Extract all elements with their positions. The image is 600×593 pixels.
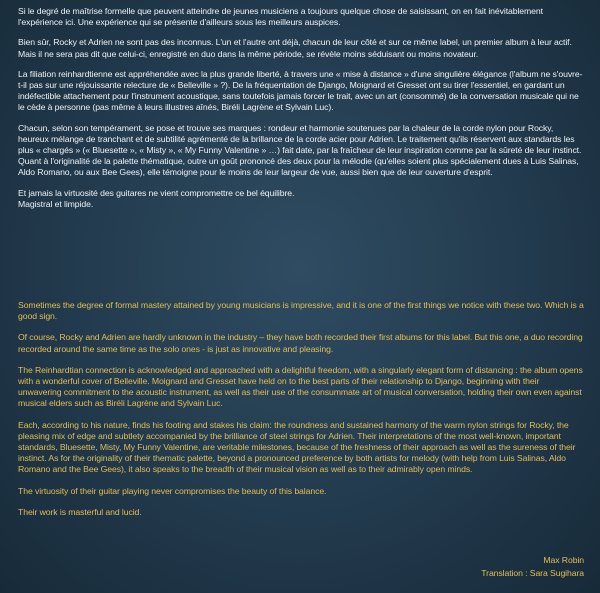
french-paragraph-4: Chacun, selon son tempérament, se pose et trouve ses marques : rondeur et harmonie soutenues par la chaleur de la corde nylon pour Rocky, heureux mélange de tranchant et de subtilité agrémenté de la brillance de la corde acier pour Adrien. Le traitement qu'ils réservent aux standards les plus « chargés » (« Bluesette », « Misty », « My Funny Valentine » …) fait date, par la fraîcheur de leur inspiration comme par la sûreté de leur instinct. Quant à l'originalité de la palette thématique, outre un goût prononcé des deux pour la mélodie (qu'elles soient plus spécialement dues à Luis Salinas, Aldo Romano, ou aux Bee Gees), elle témoigne pour le moins de leur largeur de vue, aussi bien que de leur ouverture d'esprit. [18, 122, 582, 178]
translator-credit: Translation : Sara Sugihara [481, 568, 584, 578]
english-paragraph-1: Sometimes the degree of formal mastery attained by young musicians is impressive, and it is one of the first things we notice with these two. Which is a good sign. [18, 300, 584, 322]
author-signature: Max Robin [543, 555, 584, 565]
french-text-block [18, 6, 584, 210]
french-paragraph-3: La filiation reinhardtienne est appréhendée avec la plus grande liberté, à travers une « mise à distance » d'une singulière élégance (l'album ne s'ouvre-t-il pas sur une réjouissante relecture de « Belleville » ?). De la fréquentation de Django, Moignard et Gresset ont su tirer l'essentiel, en gardant un indéfectible attachement pour l'instrument acoustique, sans toutefois jamais forcer le trait, avec un art (consommé) de la conversation musicale qui ne le cède à personne (pas même à leurs illustres aînés, Biréli Lagrène et Sylvain Luc). [18, 68, 583, 113]
french-closing-line-2: Magistral et limpide. [18, 198, 94, 209]
english-paragraph-3: The Reinhardtian connection is acknowledged and approached with a delightful freedom, with a singularly elegant form of distancing : the album opens with a wonderful cover of Belleville. Moignard and Gresset have held on to the best parts of their relationship to Django, beginning with their unwavering commitment to the acoustic instrument, as well as their use of the consummate art of musical conversation, holding their own even against musical elders such as Biréli Lagrène and Sylvain Luc. [18, 364, 583, 409]
french-paragraph-1: Si le degré de maîtrise formelle que peuvent atteindre de jeunes musiciens a toujours quelque chose de saisissant, on en fait inévitablement l'expérience ici. Une expérience qui se présente d'ailleurs sous les meilleurs auspices. [18, 6, 543, 28]
english-closing-line-2: Their work is masterful and lucid. [18, 506, 142, 517]
english-text-block [18, 300, 584, 528]
french-paragraph-2: Bien sûr, Rocky et Adrien ne sont pas des inconnus. L'un et l'autre ont déjà, chacun de leur côté et sur ce même label, un premier album à leur actif. Mais il ne sera pas dit que celui-ci, enregistré en duo dans la même période, se révèle moins séduisant ou moins novateur. [18, 37, 572, 59]
french-closing-line-1: Et jamais la virtuosité des guitares ne vient compromettre ce bel équilibre. [18, 187, 295, 198]
english-closing-line-1: The virtuosity of their guitar playing never compromises the beauty of this balance. [18, 485, 327, 496]
english-paragraph-4: Each, according to his nature, finds his footing and stakes his claim: the roundness and sustained harmony of the warm nylon strings for Rocky, the pleasing mix of edge and subtlety accompanied by the brilliance of steel strings for Adrien. Their interpretations of the most well-known, important standards, Bluesette, Misty, My Funny Valentine, are veritable milestones, because of the freshness of their approach as well as the sureness of their instinct. As for the originality of their thematic palette, beyond a pronounced preference by both artists for melody (with help from Luis Salinas, Aldo Romano and the Bee Gees), it also speaks to the breadth of their musical vision as well as to their admirably open minds. [18, 419, 576, 475]
english-paragraph-2: Of course, Rocky and Adrien are hardly unknown in the industry – they have both recorded their first albums for this label. But this one, a duo recording recorded around the same time as the solo ones - is just as innovative and pleasing. [18, 332, 583, 354]
